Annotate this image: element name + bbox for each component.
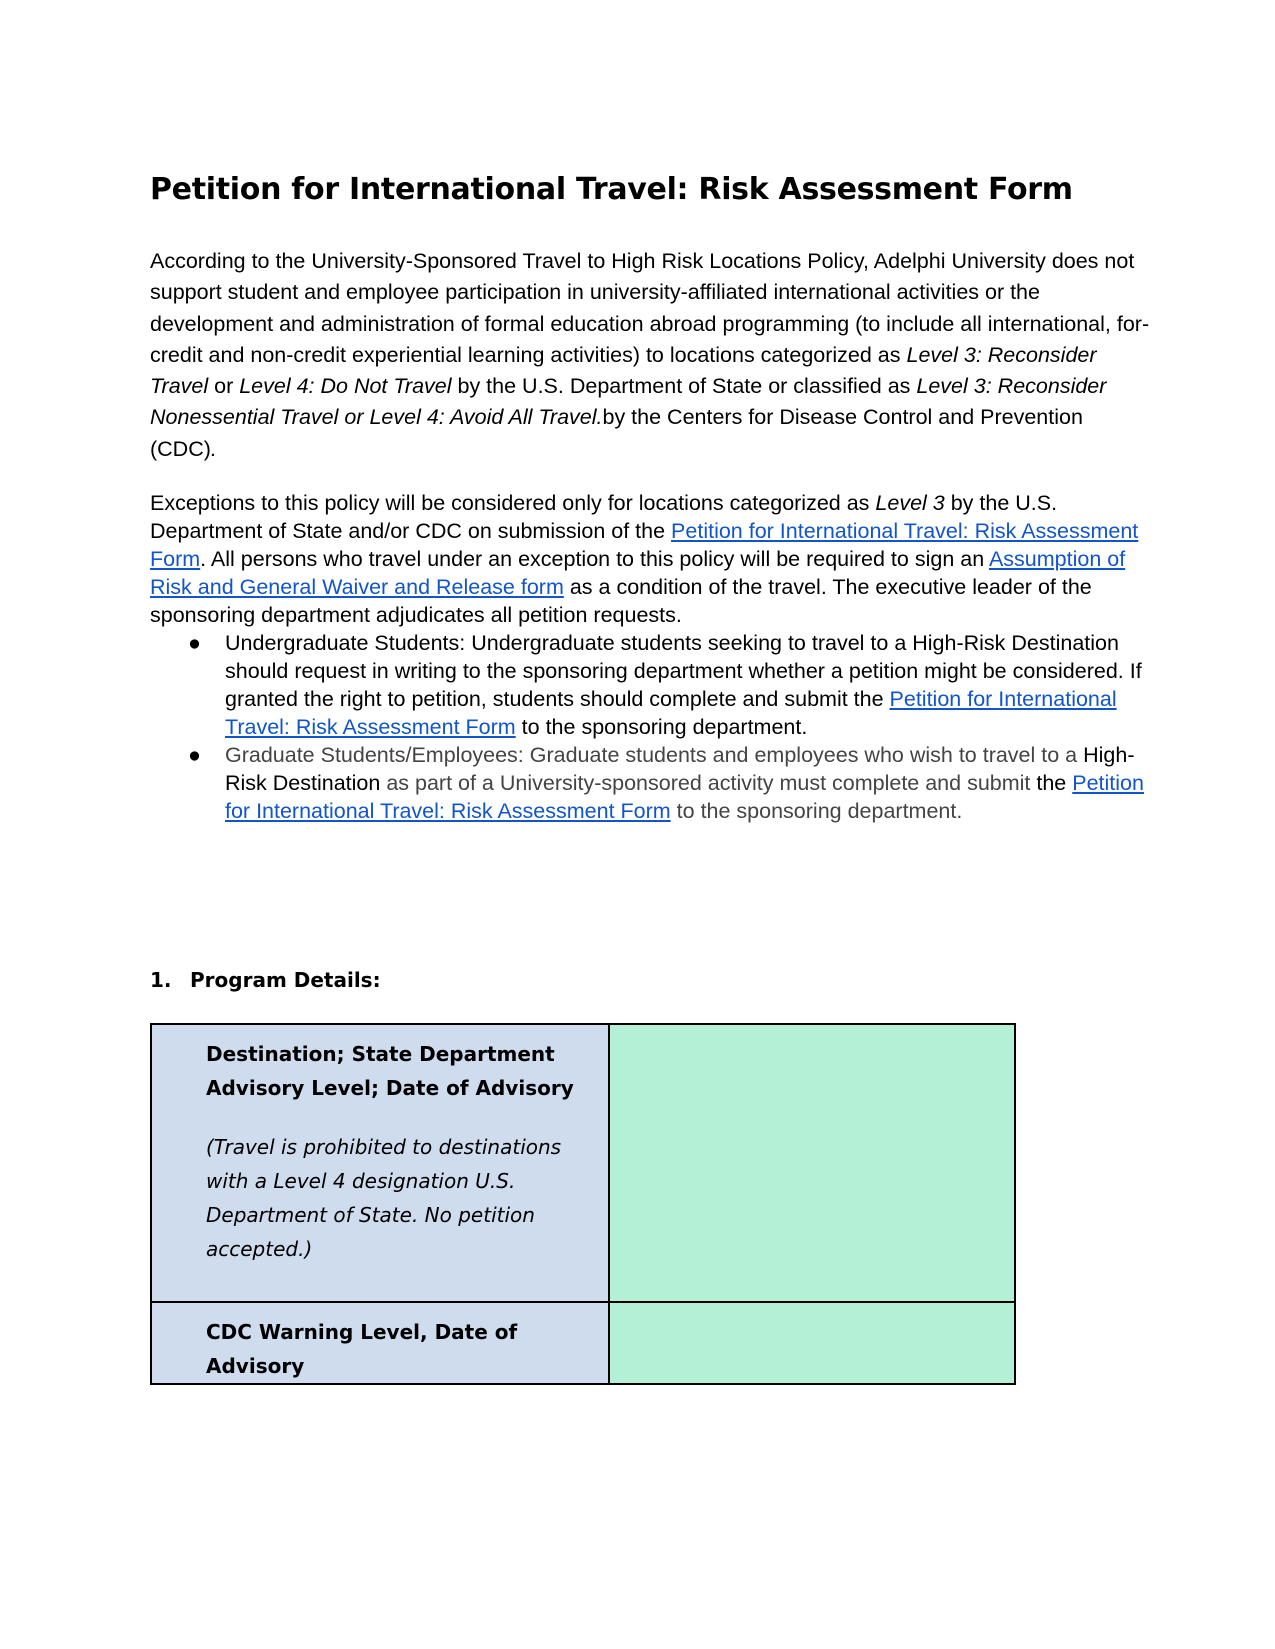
intro-text: by the U.S. Department of State or classified as [451, 374, 917, 399]
intro-italic-cdc-levels: Level 3: Reconsider Nonessential Travel or Level 4: Avoid All Travel. [150, 374, 1107, 430]
bullet-icon: ● [188, 631, 201, 655]
destination-input-cell[interactable] [609, 1024, 1015, 1302]
intro-italic-level4-travel: Level 4: Do Not Travel [239, 374, 452, 399]
list-item-text-emphasis: High-Risk Destination [225, 743, 1135, 795]
intro-paragraph [150, 246, 1150, 465]
exceptions-italic-level3: Level 3 [875, 491, 945, 515]
destination-label-cell [151, 1024, 609, 1302]
table-row [151, 1302, 1015, 1384]
section-label: Program Details: [190, 968, 381, 992]
list-item-undergraduate [150, 629, 1150, 741]
list-item-text: to the sponsoring department. [515, 715, 808, 739]
cdc-warning-input-cell[interactable] [609, 1302, 1015, 1384]
student-category-list [150, 629, 1150, 825]
petition-form-link[interactable]: Petition for International Travel: Risk Assessment Form [225, 771, 1144, 823]
exceptions-text: as a condition of the travel. The executive leader of the sponsoring department adjudicates all petition requests. [150, 575, 1092, 627]
section-number: 1. [150, 968, 172, 992]
waiver-release-form-link[interactable]: Assumption of Risk and General Waiver and Release form [150, 547, 1126, 599]
destination-label: Destination; State Department Advisory Level; Date of Advisory [206, 1042, 574, 1100]
cdc-warning-label-cell [151, 1302, 609, 1384]
exceptions-text: by the U.S. Department of State and/or CDC on submission of the [150, 491, 1058, 543]
program-details-table [150, 1023, 1016, 1385]
list-item-text: Graduate Students/Employees: Graduate students and employees who wish to travel to a [225, 743, 1084, 767]
table-row [151, 1024, 1015, 1302]
petition-form-link[interactable]: Petition for International Travel: Risk Assessment Form [225, 687, 1117, 739]
exceptions-paragraph [150, 489, 1150, 629]
petition-form-link[interactable]: Petition for International Travel: Risk Assessment Form [150, 519, 1139, 571]
intro-text: or [208, 374, 240, 399]
cdc-warning-label: CDC Warning Level, Date of Advisory [206, 1320, 518, 1378]
list-item-text-emphasis: the [1036, 771, 1067, 795]
list-item-graduate-employees [150, 741, 1150, 825]
exceptions-text: Exceptions to this policy will be considered only for locations categorized as [150, 491, 876, 515]
list-item-text: to the sponsoring department. [670, 799, 963, 823]
list-item-text: Undergraduate Students: Undergraduate students seeking to travel to a High-Risk Destination should request in writing to the sponsoring department whether a petition might be considered. If granted the right to petition, students should complete and submit the [225, 631, 1142, 711]
list-item-text: as part of a University-sponsored activity must complete and submit [380, 771, 1037, 795]
intro-period: . [210, 436, 217, 461]
section-heading-program-details [150, 968, 381, 992]
page-title: Petition for International Travel: Risk Assessment Form [150, 172, 1073, 207]
intro-italic-level3-travel: Level 3: Reconsider Travel [150, 342, 1097, 399]
destination-note: (Travel is prohibited to destinations with a Level 4 designation U.S. Department of State. No petition accepted.) [206, 1135, 562, 1261]
exceptions-text: . All persons who travel under an exception to this policy will be required to sign an [200, 547, 989, 571]
intro-text: According to the University-Sponsored Travel to High Risk Locations Policy, Adelphi University does not support student and employee participation in university-affiliated international activities or the development and administration of formal education abroad programming (to include all international, for-credit and non-credit experiential learning activities) to locations categorized as [150, 249, 1150, 367]
bullet-icon: ● [188, 743, 201, 767]
intro-text: by the Centers for Disease Control and Prevention (CDC) [150, 405, 1083, 461]
